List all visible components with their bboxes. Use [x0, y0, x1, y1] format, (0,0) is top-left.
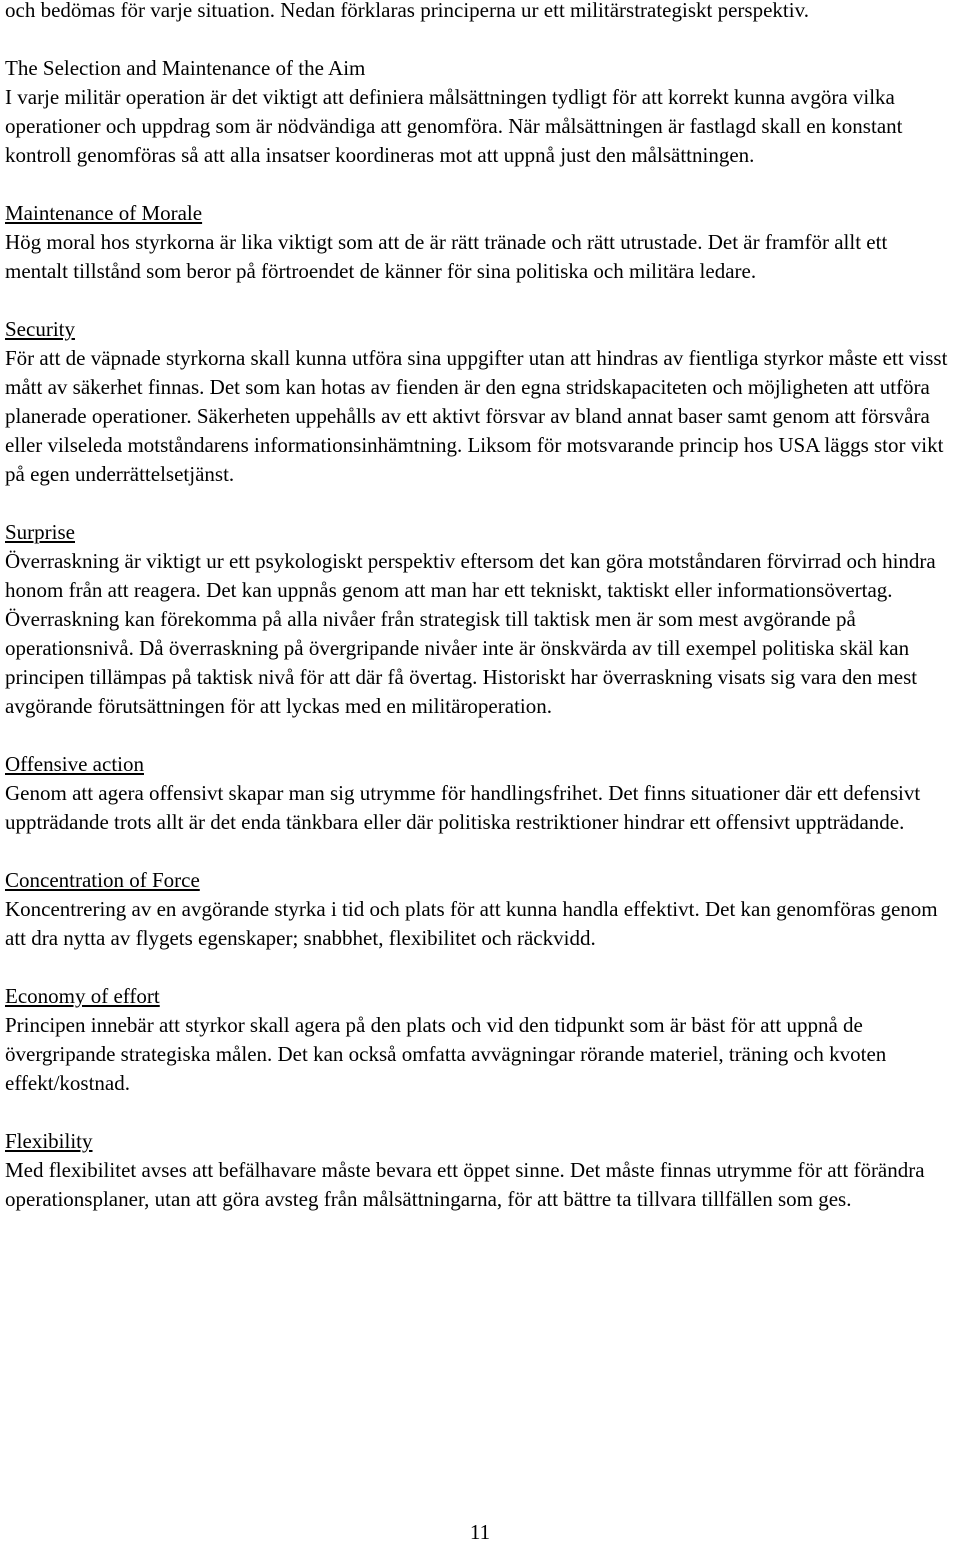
section-body: Principen innebär att styrkor skall agera på den plats och vid den tidpunkt som är bäst för att uppnå de övergripande strategiska målen. Det kan också omfatta avvägningar rörande materiel, träning och kvoten effekt/kostnad.	[5, 1013, 887, 1095]
section-economy-of-effort	[5, 982, 955, 1098]
intro-paragraph: och bedömas för varje situation. Nedan förklaras principerna ur ett militärstrategiskt perspektiv.	[5, 0, 809, 22]
section-heading: The Selection and Maintenance of the Aim	[5, 56, 366, 80]
section-body: Överraskning är viktigt ur ett psykologiskt perspektiv eftersom det kan göra motståndaren förvirrad och hindra honom från att reagera. Det kan uppnås genom att man har ett tekniskt, taktiskt eller informationsövertag. Överraskning kan förekomma på alla nivåer från strategisk till taktisk men är som mest avgörande på operationsnivå. Då överraskning på övergripande nivåer inte är önskvärda av till exempel politiska skäl kan principen tillämpas på taktisk nivå för att där få övertag. Historiskt har överraskning visats sig vara den mest avgörande förutsättningen för att lyckas med en militäroperation.	[5, 549, 936, 718]
section-selection-and-maintenance-of-aim	[5, 54, 955, 170]
section-concentration-of-force	[5, 866, 955, 953]
section-heading: Security	[5, 317, 75, 341]
section-body: Hög moral hos styrkorna är lika viktigt som att de är rätt tränade och rätt utrustade. Det är framför allt ett mentalt tillstånd som beror på förtroendet de känner för sina politiska och militära ledare.	[5, 230, 888, 283]
section-security	[5, 315, 955, 489]
section-offensive-action	[5, 750, 955, 837]
section-body: Genom att agera offensivt skapar man sig utrymme för handlingsfrihet. Det finns situationer där ett defensivt uppträdande trots allt är det enda tänkbara eller där politiska restriktioner hindrar ett offensivt uppträdande.	[5, 781, 921, 834]
section-heading: Concentration of Force	[5, 868, 200, 892]
document-page	[5, 0, 955, 1214]
section-heading: Economy of effort	[5, 984, 160, 1008]
section-body: I varje militär operation är det viktigt att definiera målsättningen tydligt för att korrekt kunna avgöra vilka operationer och uppdrag som är nödvändiga att genomföra. När målsättningen är fastlagd skall en konstant kontroll genomföras så att alla insatser koordineras mot att uppnå just den målsättningen.	[5, 85, 903, 167]
section-heading: Offensive action	[5, 752, 144, 776]
section-flexibility	[5, 1127, 955, 1214]
section-heading: Surprise	[5, 520, 75, 544]
section-maintenance-of-morale	[5, 199, 955, 286]
section-body: Koncentrering av en avgörande styrka i tid och plats för att kunna handla effektivt. Det kan genomföras genom att dra nytta av flygets egenskaper; snabbhet, flexibilitet och räckvidd.	[5, 897, 938, 950]
section-surprise	[5, 518, 955, 721]
page-number: 11	[469, 1520, 491, 1544]
section-heading: Maintenance of Morale	[5, 201, 203, 225]
section-heading: Flexibility	[5, 1129, 93, 1153]
section-body: Med flexibilitet avses att befälhavare måste bevara ett öppet sinne. Det måste finnas utrymme för att förändra operationsplaner, utan att göra avsteg från målsättningarna, för att bättre ta tillvara tillfällen som ges.	[5, 1158, 925, 1211]
section-body: För att de väpnade styrkorna skall kunna utföra sina uppgifter utan att hindras av fientliga styrkor måste ett visst mått av säkerhet finnas. Det som kan hotas av fienden är den egna stridskapaciteten och möjligheten att utföra planerade operationer. Säkerheten uppehålls av ett aktivt försvar av bland annat baser samt genom att försvåra eller vilseleda motståndarens informationsinhämtning. Liksom för motsvarande princip hos USA läggs stor vikt på egen underrättelsetjänst.	[5, 346, 948, 486]
